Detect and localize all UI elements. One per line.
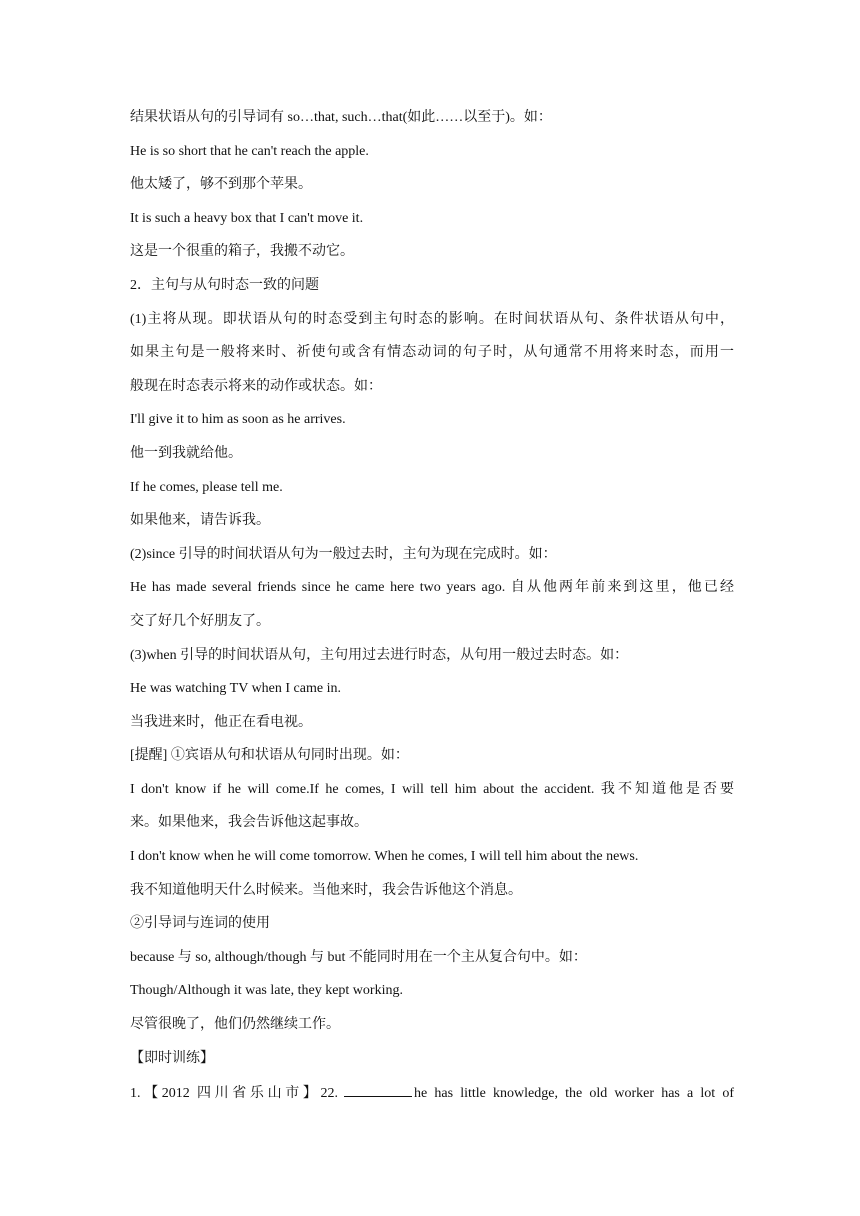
- section-heading: 【即时训练】: [130, 1050, 214, 1066]
- paragraph-line: 如果主句是一般将来时、祈使句或含有情态动词的句子时，从句通常不用将来时态，而用一: [130, 345, 734, 361]
- text-line: It is such a heavy box that I can't move it.: [130, 210, 364, 226]
- text-line: 我不知道他明天什么时候来。当他来时，我会告诉他这个消息。: [130, 882, 522, 898]
- text-line: (2)since 引导的时间状语从句为一般过去时，主句为现在完成时。如：: [130, 546, 557, 562]
- paragraph-line: (1)主将从现。即状语从句的时态受到主句时态的影响。在时间状语从句、条件状语从句中，: [130, 311, 734, 327]
- paragraph-line: I don't know if he will come.If he comes, I will tell him about the accident. 我不知道他是否要: [130, 781, 734, 797]
- section-heading: 2．主句与从句时态一致的问题: [130, 277, 319, 293]
- text-line: 他一到我就给他。: [130, 445, 242, 461]
- text-line: because 与 so, although/though 与 but 不能同时用在一个主从复合句中。如：: [130, 949, 587, 965]
- text-line: I'll give it to him as soon as he arrives.: [130, 412, 346, 428]
- text-line: 尽管很晚了，他们仍然继续工作。: [130, 1017, 340, 1033]
- paragraph-line: 交了好几个好朋友了。: [130, 613, 270, 629]
- text-line: He was watching TV when I came in.: [130, 681, 341, 697]
- text-line: If he comes, please tell me.: [130, 479, 283, 495]
- text-line: 当我进来时，他正在看电视。: [130, 714, 312, 730]
- text-line: 结果状语从句的引导词有 so…that, such…that(如此……以至于)。如：: [130, 110, 552, 125]
- text-line: [提醒] ①宾语从句和状语从句同时出现。如：: [130, 748, 409, 764]
- exercise-question: [130, 1082, 734, 1102]
- text-line: 他太矮了，够不到那个苹果。: [130, 177, 312, 193]
- text-line: He is so short that he can't reach the apple.: [130, 143, 369, 159]
- text-line: (3)when 引导的时间状语从句，主句用过去进行时态，从句用一般过去时态。如：: [130, 647, 629, 663]
- text-line: I don't know when he will come tomorrow. When he comes, I will tell him about the news.: [130, 849, 639, 865]
- paragraph-line: He has made several friends since he came here two years ago. 自从他两年前来到这里，他已经: [130, 580, 734, 596]
- text-line: Though/Although it was late, they kept working.: [130, 983, 403, 999]
- exercise-text: he has little knowledge, the old worker has a lot of: [414, 1086, 734, 1102]
- paragraph-line: 来。如果他来，我会告诉他这起事故。: [130, 815, 368, 831]
- answer-blank[interactable]: [344, 1082, 412, 1097]
- document-body: [130, 108, 734, 1116]
- text-line: 这是一个很重的箱子，我搬不动它。: [130, 244, 354, 260]
- paragraph-line: 般现在时态表示将来的动作或状态。如：: [130, 378, 382, 394]
- text-line: 如果他来，请告诉我。: [130, 513, 270, 529]
- exercise-prefix: 1.【2012 四川省乐山市】22.: [130, 1086, 339, 1102]
- text-line: ②引导词与连词的使用: [130, 916, 270, 932]
